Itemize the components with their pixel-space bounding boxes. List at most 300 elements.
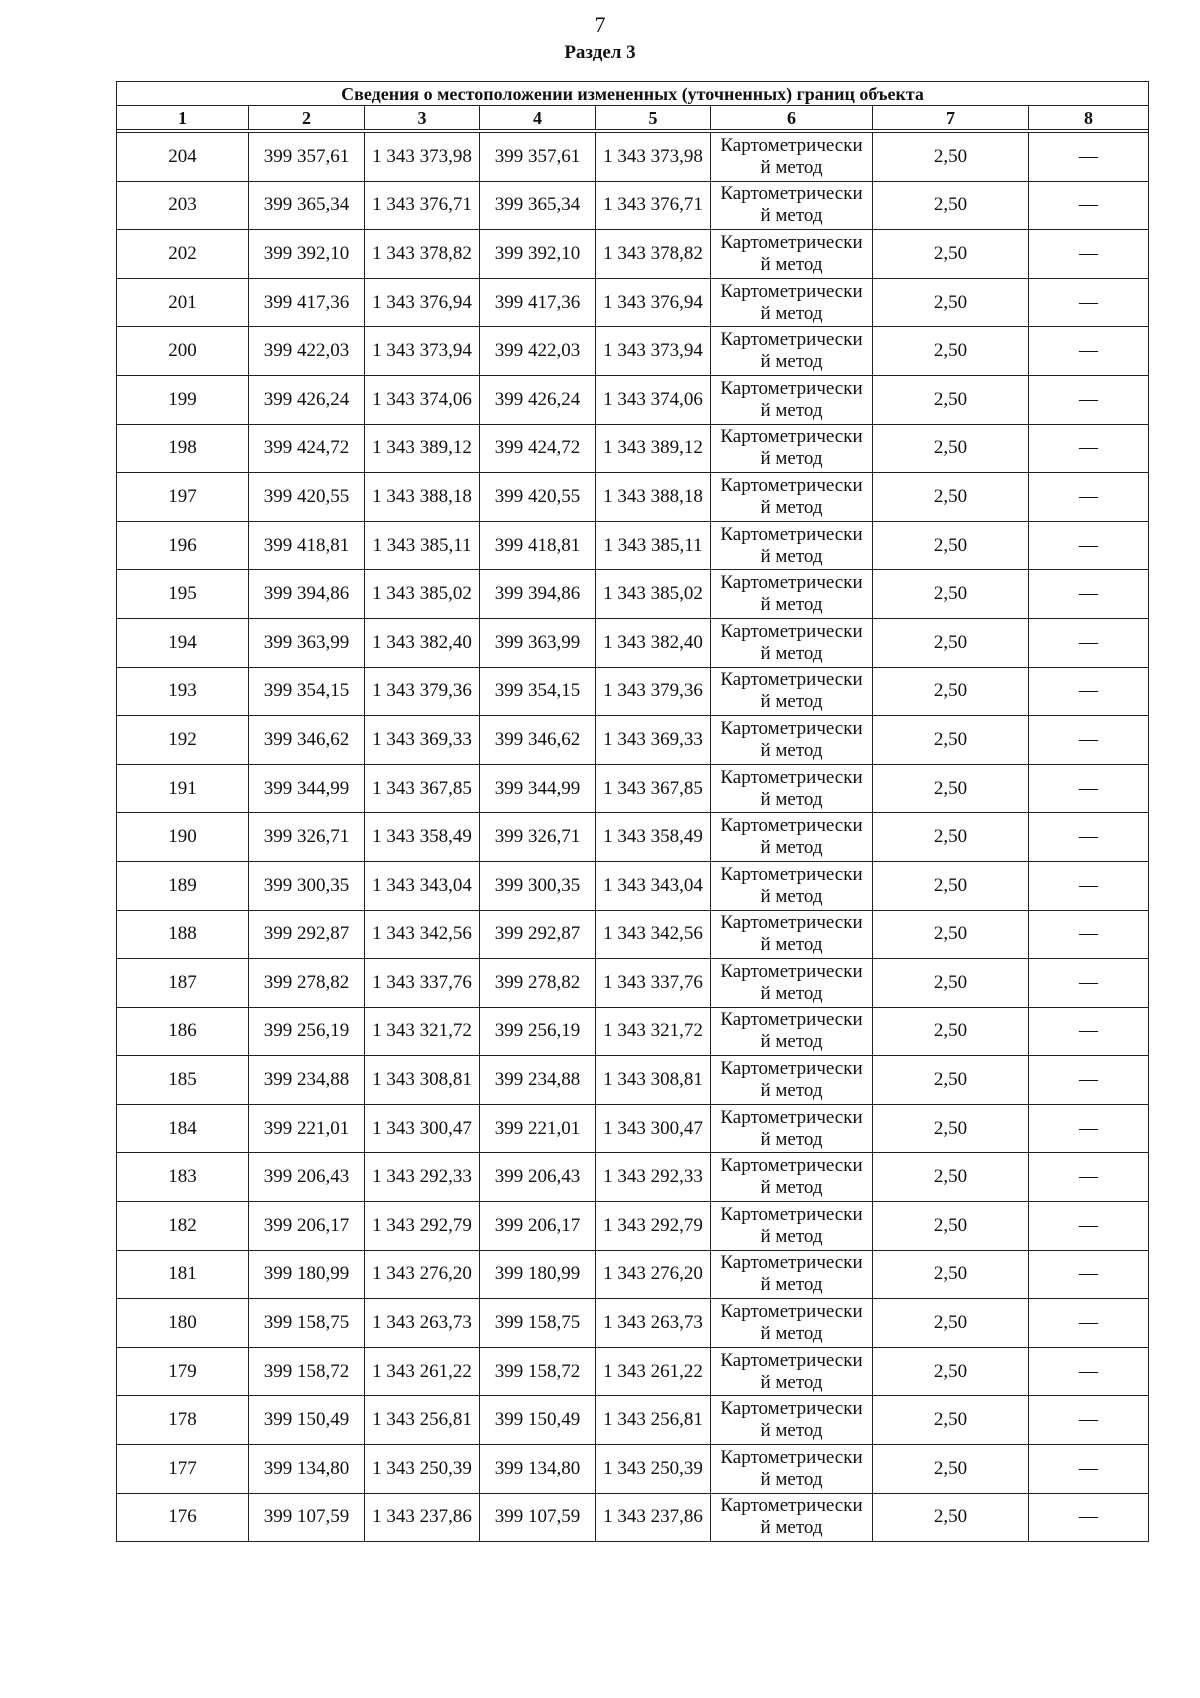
accuracy-cell: 2,50: [873, 327, 1029, 376]
method-text-line: Картометрически: [720, 1203, 863, 1225]
point-number-cell: 189: [117, 861, 249, 910]
point-number-cell: 198: [117, 424, 249, 473]
table-caption: Сведения о местоположении измененных (уточненных) границ объекта: [117, 82, 1149, 106]
old-x-cell: 399 234,88: [249, 1056, 365, 1105]
accuracy-cell: 2,50: [873, 813, 1029, 862]
new-y-cell: 1 343 292,33: [596, 1153, 711, 1202]
new-y-cell: 1 343 237,86: [596, 1493, 711, 1542]
new-y-cell: 1 343 292,79: [596, 1202, 711, 1251]
old-y-cell: 1 343 250,39: [365, 1445, 480, 1494]
new-x-cell: 399 158,75: [480, 1299, 596, 1348]
new-x-cell: 399 150,49: [480, 1396, 596, 1445]
table-row: [117, 813, 1149, 862]
method-text-line: Картометрически: [720, 620, 863, 642]
method-text-line: й метод: [760, 1031, 823, 1053]
old-x-cell: 399 292,87: [249, 910, 365, 959]
column-number-8: 8: [1029, 106, 1149, 130]
new-x-cell: 399 346,62: [480, 716, 596, 765]
description-cell: —: [1029, 910, 1149, 959]
method-text-line: й метод: [760, 1371, 823, 1393]
accuracy-cell: 2,50: [873, 716, 1029, 765]
accuracy-cell: 2,50: [873, 1007, 1029, 1056]
old-y-cell: 1 343 374,06: [365, 375, 480, 424]
accuracy-cell: 2,50: [873, 618, 1029, 667]
new-x-cell: 399 206,43: [480, 1153, 596, 1202]
new-x-cell: 399 256,19: [480, 1007, 596, 1056]
method-text-line: Картометрически: [720, 134, 863, 156]
method-text-line: Картометрически: [720, 183, 863, 205]
old-x-cell: 399 300,35: [249, 861, 365, 910]
method-cell: [711, 959, 873, 1008]
method-cell: [711, 230, 873, 279]
old-y-cell: 1 343 256,81: [365, 1396, 480, 1445]
point-number-cell: 195: [117, 570, 249, 619]
method-cell: [711, 1056, 873, 1105]
new-x-cell: 399 365,34: [480, 181, 596, 230]
old-y-cell: 1 343 376,71: [365, 181, 480, 230]
description-cell: —: [1029, 230, 1149, 279]
method-text-line: Картометрически: [720, 426, 863, 448]
accuracy-cell: 2,50: [873, 1396, 1029, 1445]
description-cell: —: [1029, 521, 1149, 570]
old-y-cell: 1 343 300,47: [365, 1104, 480, 1153]
table-row: [117, 1493, 1149, 1542]
description-cell: —: [1029, 1493, 1149, 1542]
boundary-coordinates-table: [116, 81, 1149, 1542]
accuracy-cell: 2,50: [873, 1104, 1029, 1153]
method-text-line: Картометрически: [720, 280, 863, 302]
old-y-cell: 1 343 373,98: [365, 133, 480, 182]
table-row: [117, 1347, 1149, 1396]
column-number-5: 5: [596, 106, 711, 130]
old-x-cell: 399 363,99: [249, 618, 365, 667]
old-x-cell: 399 278,82: [249, 959, 365, 1008]
accuracy-cell: 2,50: [873, 1250, 1029, 1299]
method-text-line: й метод: [760, 642, 823, 664]
column-number-1: 1: [117, 106, 249, 130]
method-text-line: й метод: [760, 837, 823, 859]
accuracy-cell: 2,50: [873, 133, 1029, 182]
description-cell: —: [1029, 1153, 1149, 1202]
column-number-6: 6: [711, 106, 873, 130]
accuracy-cell: 2,50: [873, 667, 1029, 716]
new-x-cell: 399 300,35: [480, 861, 596, 910]
point-number-cell: 194: [117, 618, 249, 667]
table-row: [117, 1445, 1149, 1494]
point-number-cell: 178: [117, 1396, 249, 1445]
method-text-line: й метод: [760, 691, 823, 713]
table-row: [117, 521, 1149, 570]
table-row: [117, 861, 1149, 910]
table-row: [117, 133, 1149, 182]
accuracy-cell: 2,50: [873, 473, 1029, 522]
method-text-line: й метод: [760, 351, 823, 373]
new-y-cell: 1 343 308,81: [596, 1056, 711, 1105]
method-cell: [711, 1153, 873, 1202]
point-number-cell: 179: [117, 1347, 249, 1396]
old-y-cell: 1 343 237,86: [365, 1493, 480, 1542]
description-cell: —: [1029, 1299, 1149, 1348]
old-x-cell: 399 354,15: [249, 667, 365, 716]
new-y-cell: 1 343 321,72: [596, 1007, 711, 1056]
method-text-line: Картометрически: [720, 329, 863, 351]
method-text-line: й метод: [760, 934, 823, 956]
method-text-line: Картометрически: [720, 717, 863, 739]
table-row: [117, 764, 1149, 813]
method-text-line: Картометрически: [720, 572, 863, 594]
method-text-line: Картометрически: [720, 815, 863, 837]
method-cell: [711, 375, 873, 424]
description-cell: —: [1029, 375, 1149, 424]
accuracy-cell: 2,50: [873, 959, 1029, 1008]
method-text-line: й метод: [760, 156, 823, 178]
method-text-line: Картометрически: [720, 231, 863, 253]
point-number-cell: 201: [117, 278, 249, 327]
method-cell: [711, 521, 873, 570]
point-number-cell: 181: [117, 1250, 249, 1299]
method-text-line: Картометрически: [720, 669, 863, 691]
method-cell: [711, 618, 873, 667]
new-x-cell: 399 107,59: [480, 1493, 596, 1542]
method-text-line: Картометрически: [720, 1301, 863, 1323]
method-cell: [711, 1445, 873, 1494]
method-text-line: Картометрически: [720, 1155, 863, 1177]
new-y-cell: 1 343 385,02: [596, 570, 711, 619]
table-row: [117, 327, 1149, 376]
accuracy-cell: 2,50: [873, 1299, 1029, 1348]
method-text-line: й метод: [760, 496, 823, 518]
method-text-line: й метод: [760, 982, 823, 1004]
old-y-cell: 1 343 263,73: [365, 1299, 480, 1348]
method-text-line: Картометрически: [720, 1252, 863, 1274]
old-x-cell: 399 392,10: [249, 230, 365, 279]
old-x-cell: 399 418,81: [249, 521, 365, 570]
accuracy-cell: 2,50: [873, 1056, 1029, 1105]
description-cell: —: [1029, 1104, 1149, 1153]
point-number-cell: 176: [117, 1493, 249, 1542]
old-x-cell: 399 158,72: [249, 1347, 365, 1396]
new-y-cell: 1 343 385,11: [596, 521, 711, 570]
method-cell: [711, 716, 873, 765]
accuracy-cell: 2,50: [873, 521, 1029, 570]
point-number-cell: 177: [117, 1445, 249, 1494]
method-cell: [711, 1250, 873, 1299]
boundary-coordinates-table-container: [116, 81, 1148, 1542]
new-x-cell: 399 392,10: [480, 230, 596, 279]
method-cell: [711, 1104, 873, 1153]
point-number-cell: 180: [117, 1299, 249, 1348]
new-y-cell: 1 343 376,94: [596, 278, 711, 327]
new-x-cell: 399 206,17: [480, 1202, 596, 1251]
new-y-cell: 1 343 263,73: [596, 1299, 711, 1348]
method-text-line: Картометрически: [720, 377, 863, 399]
description-cell: —: [1029, 959, 1149, 1008]
old-x-cell: 399 134,80: [249, 1445, 365, 1494]
point-number-cell: 204: [117, 133, 249, 182]
new-x-cell: 399 424,72: [480, 424, 596, 473]
method-cell: [711, 570, 873, 619]
description-cell: —: [1029, 813, 1149, 862]
new-y-cell: 1 343 343,04: [596, 861, 711, 910]
column-number-7: 7: [873, 106, 1029, 130]
new-x-cell: 399 422,03: [480, 327, 596, 376]
accuracy-cell: 2,50: [873, 1493, 1029, 1542]
method-text-line: Картометрически: [720, 912, 863, 934]
point-number-cell: 188: [117, 910, 249, 959]
new-y-cell: 1 343 342,56: [596, 910, 711, 959]
point-number-cell: 187: [117, 959, 249, 1008]
old-y-cell: 1 343 369,33: [365, 716, 480, 765]
column-number-2: 2: [249, 106, 365, 130]
table-row: [117, 1250, 1149, 1299]
point-number-cell: 186: [117, 1007, 249, 1056]
old-y-cell: 1 343 292,33: [365, 1153, 480, 1202]
method-text-line: Картометрически: [720, 1009, 863, 1031]
method-cell: [711, 1493, 873, 1542]
new-x-cell: 399 394,86: [480, 570, 596, 619]
old-x-cell: 399 365,34: [249, 181, 365, 230]
old-x-cell: 399 326,71: [249, 813, 365, 862]
method-text-line: й метод: [760, 1128, 823, 1150]
old-y-cell: 1 343 358,49: [365, 813, 480, 862]
method-text-line: Картометрически: [720, 1446, 863, 1468]
old-y-cell: 1 343 385,11: [365, 521, 480, 570]
point-number-cell: 199: [117, 375, 249, 424]
method-text-line: й метод: [760, 205, 823, 227]
method-cell: [711, 764, 873, 813]
point-number-cell: 183: [117, 1153, 249, 1202]
new-x-cell: 399 134,80: [480, 1445, 596, 1494]
new-x-cell: 399 363,99: [480, 618, 596, 667]
method-cell: [711, 910, 873, 959]
point-number-cell: 184: [117, 1104, 249, 1153]
new-y-cell: 1 343 374,06: [596, 375, 711, 424]
old-y-cell: 1 343 276,20: [365, 1250, 480, 1299]
old-x-cell: 399 206,43: [249, 1153, 365, 1202]
table-row: [117, 181, 1149, 230]
new-x-cell: 399 158,72: [480, 1347, 596, 1396]
description-cell: —: [1029, 278, 1149, 327]
method-cell: [711, 667, 873, 716]
table-row: [117, 618, 1149, 667]
point-number-cell: 182: [117, 1202, 249, 1251]
description-cell: —: [1029, 1250, 1149, 1299]
method-text-line: й метод: [760, 253, 823, 275]
new-y-cell: 1 343 300,47: [596, 1104, 711, 1153]
table-row: [117, 1056, 1149, 1105]
description-cell: —: [1029, 861, 1149, 910]
table-row: [117, 667, 1149, 716]
method-cell: [711, 424, 873, 473]
method-text-line: Картометрически: [720, 960, 863, 982]
section-title: Раздел 3: [564, 42, 636, 63]
old-y-cell: 1 343 376,94: [365, 278, 480, 327]
new-x-cell: 399 221,01: [480, 1104, 596, 1153]
old-x-cell: 399 346,62: [249, 716, 365, 765]
old-x-cell: 399 256,19: [249, 1007, 365, 1056]
method-text-line: й метод: [760, 885, 823, 907]
new-y-cell: 1 343 388,18: [596, 473, 711, 522]
accuracy-cell: 2,50: [873, 1347, 1029, 1396]
method-text-line: й метод: [760, 739, 823, 761]
accuracy-cell: 2,50: [873, 278, 1029, 327]
method-cell: [711, 473, 873, 522]
table-row: [117, 278, 1149, 327]
old-x-cell: 399 150,49: [249, 1396, 365, 1445]
method-text-line: Картометрически: [720, 523, 863, 545]
new-x-cell: 399 326,71: [480, 813, 596, 862]
description-cell: —: [1029, 716, 1149, 765]
point-number-cell: 196: [117, 521, 249, 570]
column-number-row: [117, 106, 1149, 130]
old-y-cell: 1 343 389,12: [365, 424, 480, 473]
accuracy-cell: 2,50: [873, 181, 1029, 230]
method-text-line: й метод: [760, 545, 823, 567]
method-cell: [711, 327, 873, 376]
new-y-cell: 1 343 367,85: [596, 764, 711, 813]
new-x-cell: 399 278,82: [480, 959, 596, 1008]
description-cell: —: [1029, 1396, 1149, 1445]
description-cell: —: [1029, 327, 1149, 376]
old-y-cell: 1 343 388,18: [365, 473, 480, 522]
accuracy-cell: 2,50: [873, 230, 1029, 279]
new-x-cell: 399 180,99: [480, 1250, 596, 1299]
method-cell: [711, 1202, 873, 1251]
new-y-cell: 1 343 376,71: [596, 181, 711, 230]
method-text-line: Картометрически: [720, 1495, 863, 1517]
old-x-cell: 399 422,03: [249, 327, 365, 376]
description-cell: —: [1029, 133, 1149, 182]
new-y-cell: 1 343 256,81: [596, 1396, 711, 1445]
method-text-line: й метод: [760, 1177, 823, 1199]
method-text-line: й метод: [760, 1080, 823, 1102]
new-y-cell: 1 343 378,82: [596, 230, 711, 279]
accuracy-cell: 2,50: [873, 861, 1029, 910]
method-text-line: Картометрически: [720, 1398, 863, 1420]
method-text-line: й метод: [760, 1274, 823, 1296]
description-cell: —: [1029, 424, 1149, 473]
old-y-cell: 1 343 373,94: [365, 327, 480, 376]
method-text-line: Картометрически: [720, 863, 863, 885]
point-number-cell: 197: [117, 473, 249, 522]
accuracy-cell: 2,50: [873, 570, 1029, 619]
new-y-cell: 1 343 373,98: [596, 133, 711, 182]
table-row: [117, 570, 1149, 619]
point-number-cell: 193: [117, 667, 249, 716]
accuracy-cell: 2,50: [873, 1202, 1029, 1251]
old-x-cell: 399 417,36: [249, 278, 365, 327]
table-body: [117, 133, 1149, 1542]
new-y-cell: 1 343 369,33: [596, 716, 711, 765]
method-cell: [711, 813, 873, 862]
point-number-cell: 185: [117, 1056, 249, 1105]
new-x-cell: 399 420,55: [480, 473, 596, 522]
table-row: [117, 1153, 1149, 1202]
old-x-cell: 399 221,01: [249, 1104, 365, 1153]
new-x-cell: 399 417,36: [480, 278, 596, 327]
method-text-line: Картометрически: [720, 474, 863, 496]
method-cell: [711, 1299, 873, 1348]
description-cell: —: [1029, 1445, 1149, 1494]
point-number-cell: 190: [117, 813, 249, 862]
old-y-cell: 1 343 321,72: [365, 1007, 480, 1056]
table-caption-row: [117, 82, 1149, 106]
point-number-cell: 200: [117, 327, 249, 376]
description-cell: —: [1029, 667, 1149, 716]
old-x-cell: 399 420,55: [249, 473, 365, 522]
method-text-line: Картометрически: [720, 1349, 863, 1371]
new-y-cell: 1 343 373,94: [596, 327, 711, 376]
old-y-cell: 1 343 308,81: [365, 1056, 480, 1105]
table-row: [117, 1202, 1149, 1251]
method-text-line: й метод: [760, 1225, 823, 1247]
method-cell: [711, 1347, 873, 1396]
method-text-line: й метод: [760, 594, 823, 616]
old-x-cell: 399 424,72: [249, 424, 365, 473]
accuracy-cell: 2,50: [873, 764, 1029, 813]
method-cell: [711, 861, 873, 910]
method-text-line: й метод: [760, 788, 823, 810]
accuracy-cell: 2,50: [873, 1153, 1029, 1202]
old-y-cell: 1 343 337,76: [365, 959, 480, 1008]
new-x-cell: 399 292,87: [480, 910, 596, 959]
accuracy-cell: 2,50: [873, 1445, 1029, 1494]
table-row: [117, 910, 1149, 959]
old-y-cell: 1 343 382,40: [365, 618, 480, 667]
description-cell: —: [1029, 570, 1149, 619]
method-cell: [711, 181, 873, 230]
method-text-line: й метод: [760, 1323, 823, 1345]
old-y-cell: 1 343 385,02: [365, 570, 480, 619]
new-x-cell: 399 357,61: [480, 133, 596, 182]
method-text-line: Картометрически: [720, 766, 863, 788]
table-row: [117, 1007, 1149, 1056]
method-text-line: Картометрически: [720, 1106, 863, 1128]
new-y-cell: 1 343 261,22: [596, 1347, 711, 1396]
old-x-cell: 399 344,99: [249, 764, 365, 813]
old-y-cell: 1 343 261,22: [365, 1347, 480, 1396]
accuracy-cell: 2,50: [873, 375, 1029, 424]
new-y-cell: 1 343 337,76: [596, 959, 711, 1008]
method-text-line: й метод: [760, 302, 823, 324]
table-row: [117, 230, 1149, 279]
point-number-cell: 203: [117, 181, 249, 230]
new-y-cell: 1 343 379,36: [596, 667, 711, 716]
page-number: 7: [594, 12, 606, 37]
column-number-3: 3: [365, 106, 480, 130]
new-x-cell: 399 418,81: [480, 521, 596, 570]
table-row: [117, 1299, 1149, 1348]
method-cell: [711, 278, 873, 327]
old-y-cell: 1 343 343,04: [365, 861, 480, 910]
old-x-cell: 399 357,61: [249, 133, 365, 182]
method-text-line: й метод: [760, 1420, 823, 1442]
description-cell: —: [1029, 618, 1149, 667]
method-text-line: й метод: [760, 399, 823, 421]
point-number-cell: 192: [117, 716, 249, 765]
method-cell: [711, 1007, 873, 1056]
description-cell: —: [1029, 473, 1149, 522]
table-row: [117, 959, 1149, 1008]
new-x-cell: 399 426,24: [480, 375, 596, 424]
old-y-cell: 1 343 342,56: [365, 910, 480, 959]
method-text-line: й метод: [760, 1517, 823, 1539]
new-x-cell: 399 354,15: [480, 667, 596, 716]
table-row: [117, 424, 1149, 473]
description-cell: —: [1029, 1202, 1149, 1251]
description-cell: —: [1029, 181, 1149, 230]
old-x-cell: 399 206,17: [249, 1202, 365, 1251]
